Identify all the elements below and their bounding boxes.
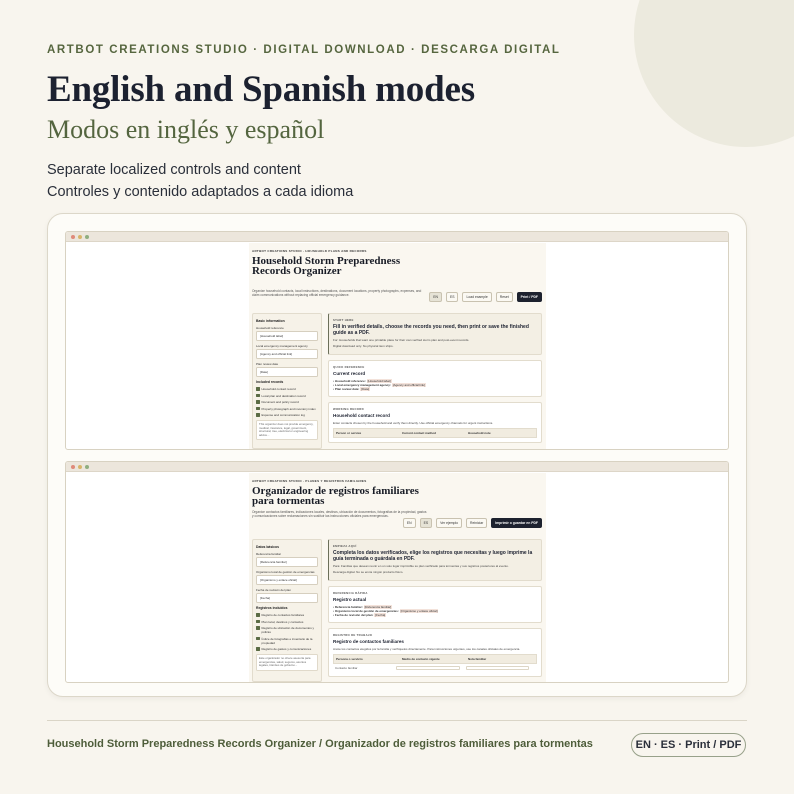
checkbox-label: Registro de gastos y comunicaciones: [261, 647, 312, 651]
item-label: Referencia familiar:: [334, 605, 363, 609]
close-dot-icon[interactable]: [71, 465, 75, 469]
sidebar-heading: Basic information: [256, 319, 285, 323]
close-dot-icon[interactable]: [71, 235, 75, 239]
field-label: Household reference: [256, 326, 284, 330]
app-toolbar: [429, 292, 542, 302]
load-example-button[interactable]: Load example: [462, 292, 491, 302]
card-title: Fill in verified details, choose the records you need, then print or save the finished guide as a PDF.: [333, 324, 529, 336]
current-record-card: [328, 586, 542, 623]
field-label: Local emergency management agency: [256, 344, 308, 348]
contact-method-input[interactable]: [396, 666, 459, 670]
included-records-heading: Included records: [256, 380, 284, 384]
app-toolbar: [403, 518, 542, 528]
card-kicker: REFERENCIA RÁPIDA: [333, 591, 368, 595]
list-item: • Fecha de revisión del plan: [Fecha]: [333, 613, 386, 618]
checkbox-checked-icon[interactable]: [256, 637, 260, 641]
start-here-card: [328, 539, 542, 581]
review-date-input[interactable]: [Fecha]: [256, 593, 318, 603]
checkbox-checked-icon[interactable]: [256, 613, 260, 617]
record-checkbox[interactable]: [256, 413, 318, 417]
record-checkbox[interactable]: [256, 626, 318, 634]
record-checkbox[interactable]: [256, 407, 318, 411]
household-note-input[interactable]: [466, 666, 529, 670]
language-en-button[interactable]: EN: [429, 292, 442, 302]
table-header: [333, 428, 537, 438]
checkbox-checked-icon[interactable]: [256, 400, 260, 404]
subtitle-english: Separate localized controls and content: [47, 162, 301, 178]
print-pdf-button[interactable]: Imprimir o guardar en PDF: [491, 518, 542, 528]
app-description: Organice contactos familiares, indicaciones locales, destinos, ubicación de documentos, fotografías de la propiedad, gastos y comunicaciones sobre reclamaciones sin sustituir las instrucciones oficiales para emergencias.: [252, 510, 427, 519]
card-text: Para: Familias que desean reunir en un solo lugar imprimible su plan verificado para tormentas y sus registros posteriores al evento.: [333, 564, 509, 568]
card-title: Completa los datos verificados, elige los registros que necesitas y luego imprime la guía terminada o guárdala en PDF.: [333, 550, 533, 562]
checkbox-label: Property photograph and inventory index: [261, 406, 316, 411]
card-kicker: START HERE: [333, 318, 354, 322]
contact-record-card: [328, 628, 542, 677]
item-label: Household reference:: [334, 379, 366, 383]
item-value: [Fecha]: [375, 613, 386, 618]
load-example-button[interactable]: Ver ejemplo: [436, 518, 462, 528]
card-text: Digital download only. No physical item ships.: [333, 344, 394, 348]
maximize-dot-icon[interactable]: [85, 235, 89, 239]
app-kicker: ARTBOT CREATIONS STUDIO · PLANES Y REGISTROS FAMILIARES: [252, 479, 367, 483]
table-row: [333, 664, 537, 672]
card-kicker: WORKING RECORD: [333, 406, 364, 411]
checkbox-label: Registro de contactos familiares: [261, 613, 305, 617]
language-es-button[interactable]: ES: [420, 518, 433, 528]
card-text: Descarga digital. No se envía ningún producto físico.: [333, 570, 404, 574]
table-header: [333, 654, 537, 664]
checkbox-label: Expense and communication log: [261, 413, 305, 417]
field-label: Organismo local de gestión de emergencias: [256, 570, 315, 574]
card-title: Current record: [333, 371, 366, 376]
checkbox-label: Household contact record: [261, 387, 296, 391]
disclaimer-note: Este organizador no ofrece asesoría para emergencias, salud, seguros, asuntos legales, trámites de gobierno...: [256, 654, 318, 671]
app-title: Organizador de registros familiares para tormentas: [252, 485, 419, 507]
checkbox-checked-icon[interactable]: [256, 626, 260, 630]
record-checkbox[interactable]: [256, 387, 318, 391]
item-label: Local emergency management agency:: [334, 383, 391, 388]
checkbox-checked-icon[interactable]: [256, 413, 260, 417]
main-content: [328, 539, 542, 682]
column-header: Current contact method: [402, 430, 437, 435]
record-checkbox[interactable]: [256, 647, 318, 651]
spanish-browser-window: [65, 461, 729, 683]
card-title: Household contact record: [333, 412, 390, 418]
card-title: Registro actual: [333, 597, 367, 602]
page-header: [47, 44, 667, 200]
reset-button[interactable]: Reset: [496, 292, 513, 302]
english-app-page: [249, 243, 546, 449]
record-checkbox[interactable]: [256, 613, 318, 617]
checkbox-checked-icon[interactable]: [256, 647, 260, 651]
row-label: Contacto familiar: [335, 665, 358, 670]
card-text: Anote los contactos elegidos por la familia y verifíquelos directamente. Para instrucciones urgentes, use los canales oficiales de emergencia.: [333, 646, 521, 651]
column-header: Medio de contacto vigente: [402, 656, 440, 661]
card-title: Registro de contactos familiares: [333, 638, 404, 644]
field-label: Referencia familiar: [256, 552, 282, 556]
item-value: [Organismo y enlace oficial]: [400, 609, 438, 614]
agency-input[interactable]: [Organismo y enlace oficial]: [256, 575, 318, 585]
checkbox-label: Local plan and destination record: [261, 393, 306, 398]
language-en-button[interactable]: EN: [403, 518, 416, 528]
item-value: [Date]: [361, 387, 370, 392]
review-date-input[interactable]: [Date]: [256, 367, 318, 377]
app-title: Household Storm Preparedness Records Organizer: [252, 255, 401, 277]
item-label: Organismo local de gestión de emergencias:: [334, 609, 399, 614]
list-item: • Plan review date: [Date]: [333, 387, 370, 392]
app-kicker: ARTBOT CREATIONS STUDIO · HOUSEHOLD PLANS AND RECORDS: [252, 249, 367, 253]
item-value: [Agency and official link]: [392, 383, 425, 388]
start-here-card: [328, 313, 542, 355]
list-item: • Local emergency management agency: [Agency and official link]: [333, 383, 425, 388]
card-kicker: REGISTRO DE TRABAJO: [333, 632, 373, 637]
column-header: Household note: [468, 430, 491, 435]
record-checkbox[interactable]: [256, 637, 318, 645]
checkbox-checked-icon[interactable]: [256, 387, 260, 391]
footer-divider: [47, 720, 747, 721]
card-text: For: Households that want one printable place for their own verified storm plan and post-event records.: [333, 338, 470, 342]
contact-record-card: [328, 402, 542, 443]
column-header: Persona o servicio: [336, 656, 363, 661]
page-title-english: English and Spanish modes: [47, 69, 475, 110]
main-content: [328, 313, 542, 449]
household-reference-input[interactable]: [Referencia familiar]: [256, 557, 318, 567]
field-label: Fecha de revisión del plan: [256, 588, 292, 592]
record-checkbox[interactable]: [256, 400, 318, 404]
checkbox-label: Document and policy record: [261, 400, 299, 404]
checkbox-label: Índice de fotografías e inventario de la propiedad: [261, 636, 313, 645]
sidebar-panel: [252, 313, 322, 449]
card-kicker: QUICK REFERENCE: [333, 365, 365, 369]
included-records-heading: Registros incluidos: [256, 606, 288, 610]
maximize-dot-icon[interactable]: [85, 465, 89, 469]
checkbox-label: Registro de ubicación de documentos y pólizas: [261, 626, 315, 634]
column-header: Person or service: [336, 430, 362, 435]
list-item: • Household reference: [Household label]: [333, 379, 391, 383]
record-checkbox[interactable]: [256, 394, 318, 398]
window-titlebar: [66, 232, 728, 242]
list-item: • Organismo local de gestión de emergencias: [Organismo y enlace oficial]: [333, 609, 438, 614]
studio-kicker: ARTBOT CREATIONS STUDIO · DIGITAL DOWNLOAD · DESCARGA DIGITAL: [47, 44, 561, 56]
minimize-dot-icon[interactable]: [78, 465, 82, 469]
language-es-button[interactable]: ES: [446, 292, 459, 302]
disclaimer-note: This organizer does not provide emergency, medical, insurance, legal, government, structural, tree, electrical or engineering advice...: [256, 420, 318, 440]
sidebar-panel: [252, 539, 322, 682]
print-pdf-button[interactable]: Print / PDF: [517, 292, 542, 302]
reset-button[interactable]: Reiniciar: [466, 518, 487, 528]
list-item: • Referencia familiar: [Referencia familiar]: [333, 605, 392, 609]
item-label: Fecha de revisión del plan:: [334, 613, 374, 618]
spanish-app-page: [249, 473, 546, 682]
checkbox-label: Plan local, destinos y contactos: [261, 619, 304, 624]
minimize-dot-icon[interactable]: [78, 235, 82, 239]
window-titlebar: [66, 462, 728, 472]
current-record-card: [328, 360, 542, 397]
subtitle-spanish: Controles y contenido adaptados a cada idioma: [47, 184, 354, 200]
footer-title: Household Storm Preparedness Records Organizer / Organizador de registros familiares para tormentas: [47, 738, 593, 750]
item-value: [Referencia familiar]: [364, 605, 392, 609]
item-value: [Household label]: [367, 379, 391, 383]
app-description: Organize household contacts, local instructions, destinations, document locations, property photographs, expenses, and claim communications without replacing official emergency guidance.: [252, 289, 422, 298]
checkbox-checked-icon[interactable]: [256, 394, 260, 398]
column-header: Nota familiar: [468, 656, 487, 661]
item-label: Plan review date:: [334, 387, 360, 392]
page-title-spanish: Modos en inglés y español: [47, 115, 325, 144]
agency-input[interactable]: [Agency and official link]: [256, 349, 318, 359]
checkbox-checked-icon[interactable]: [256, 620, 260, 624]
english-browser-window: [65, 231, 729, 450]
record-checkbox[interactable]: [256, 620, 318, 624]
sidebar-heading: Datos básicos: [256, 545, 279, 549]
card-text: Enter contacts chosen by the household and verify them directly. Use official emergency channels for urgent instructions.: [333, 420, 494, 425]
card-kicker: EMPIEZA AQUÍ: [333, 544, 357, 548]
checkbox-checked-icon[interactable]: [256, 407, 260, 411]
household-reference-input[interactable]: [Household label]: [256, 331, 318, 341]
format-badge: EN · ES · Print / PDF: [631, 733, 746, 757]
field-label: Plan review date: [256, 362, 279, 366]
